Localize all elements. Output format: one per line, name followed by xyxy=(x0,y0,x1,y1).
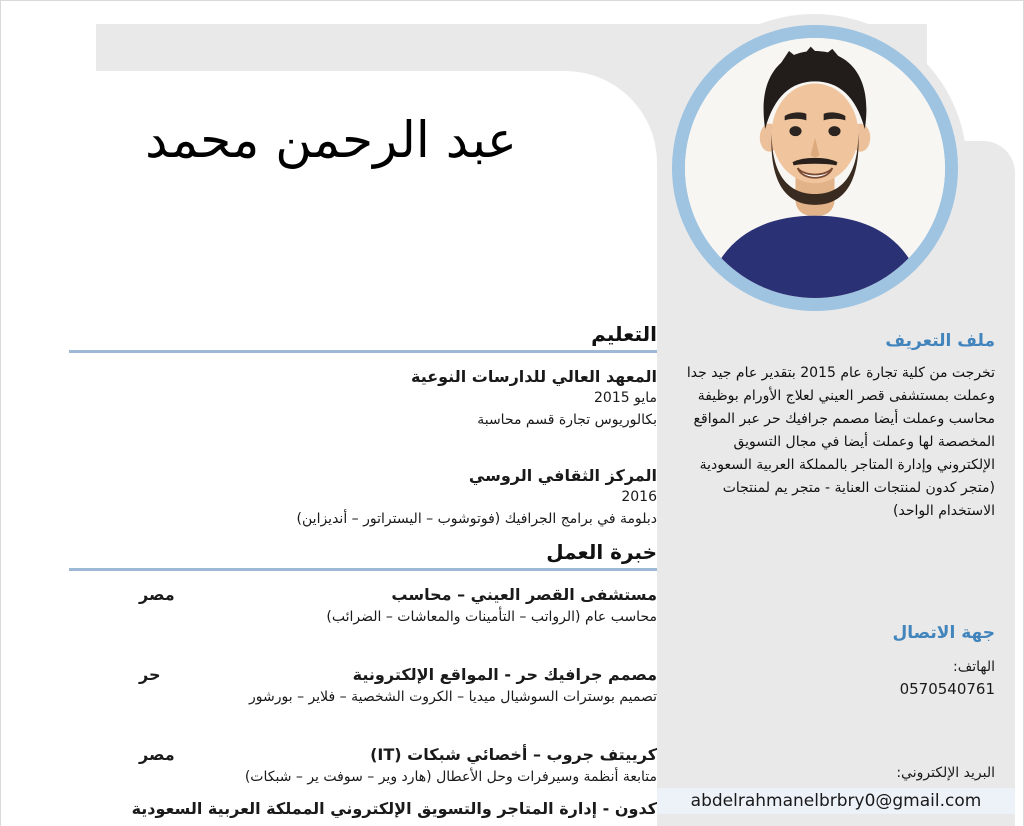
experience-heading: خبرة العمل xyxy=(546,540,657,564)
email-link[interactable]: abdelrahmanelbrbry0@gmail.com xyxy=(690,791,982,811)
education-item-date: 2016 xyxy=(621,489,657,505)
education-item-detail: بكالوريوس تجارة قسم محاسبة xyxy=(477,412,657,428)
experience-item-location: مصر xyxy=(139,585,175,604)
experience-item-location: مصر xyxy=(139,745,175,764)
experience-rule xyxy=(69,568,657,571)
education-rule xyxy=(69,350,657,353)
spacer xyxy=(69,628,657,651)
spacer xyxy=(69,431,657,452)
education-item xyxy=(69,465,657,530)
experience-item-title: مصمم جرافيك حر - المواقع الإلكترونية xyxy=(352,665,657,684)
education-item xyxy=(69,366,657,431)
experience-item-detail: تصميم بوسترات السوشيال ميديا – الكروت الشخصية – فلاير – بورشور xyxy=(249,689,657,705)
experience-item-row xyxy=(69,664,657,686)
experience-item xyxy=(69,664,657,708)
experience-item-detail: متابعة أنظمة وسيرفرات وحل الأعطال (هارد وير – سوفت ير – شبكات) xyxy=(244,769,657,785)
profile-photo xyxy=(672,25,958,311)
contact-heading: جهة الاتصال xyxy=(892,623,995,643)
spacer xyxy=(69,708,657,731)
experience-section xyxy=(69,539,657,820)
phone-label: الهاتف: xyxy=(953,659,995,675)
experience-item-title: كرييتف جروب – أخصائي شبكات (IT) xyxy=(370,745,657,764)
experience-item-row xyxy=(69,744,657,766)
contact-section xyxy=(677,621,995,700)
email-label: البريد الإلكتروني: xyxy=(896,765,995,781)
profile-section xyxy=(677,329,995,523)
profile-heading: ملف التعريف xyxy=(885,331,995,351)
experience-item xyxy=(69,584,657,628)
portrait-illustration xyxy=(685,38,945,298)
candidate-name: عبد الرحمن محمد xyxy=(145,111,517,169)
experience-item xyxy=(69,744,657,788)
main-column xyxy=(69,321,657,820)
email-highlight xyxy=(657,788,1015,814)
education-item-title: المركز الثقافي الروسي xyxy=(468,466,657,485)
phone-number: 0570540761 xyxy=(899,680,995,698)
experience-item-detail: محاسب عام (الرواتب – التأمينات والمعاشات – الضرائب) xyxy=(326,609,657,625)
experience-item-location: حر xyxy=(139,665,161,684)
education-item-title: المعهد العالي للدارسات النوعية xyxy=(410,367,657,386)
education-item-date: مايو 2015 xyxy=(594,390,657,406)
education-heading: التعليم xyxy=(591,322,657,346)
experience-item-title: مستشفى القصر العيني – محاسب xyxy=(391,585,657,604)
education-item-detail: دبلومة في برامج الجرافيك (فوتوشوب – اليستراتور – أنديزاين) xyxy=(296,511,657,527)
profile-body: تخرجت من كلية تجارة عام 2015 بتقدير عام جيد جدا وعملت بمستشفى قصر العيني لعلاج الأورام بوظيفة محاسب وعملت أيضا مصمم جرافيك حر عبر المواقع المخصصة لها وعملت أيضا في مجال التسويق الإلكتروني وإدارة المتاجر بالمملكة العربية السعودية (متجر كدون لمنتجات العناية - متجر يم لمنتجات الاستخدام الواحد) xyxy=(686,365,995,519)
experience-item-row xyxy=(69,584,657,606)
experience-item-title: كدون - إدارة المتاجر والتسويق الإلكتروني المملكة العربية السعودية xyxy=(131,799,657,818)
education-section xyxy=(69,321,657,530)
